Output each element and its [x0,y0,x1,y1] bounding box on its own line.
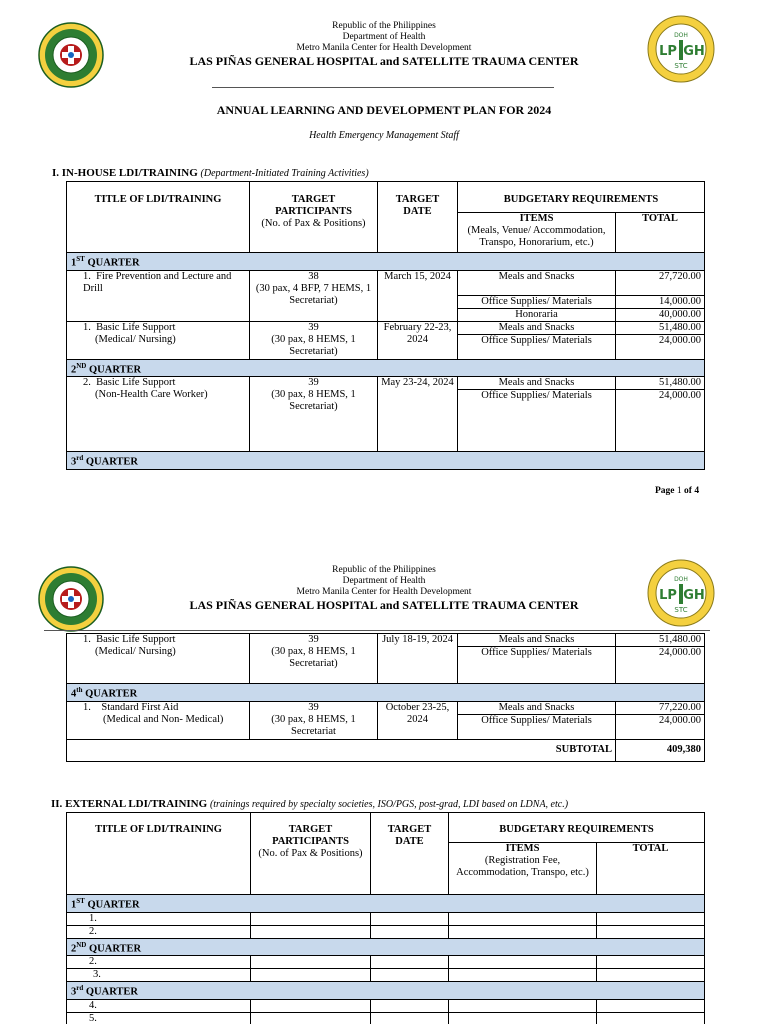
svg-text:DOH: DOH [674,576,688,583]
section-2-table [66,812,705,1024]
quarter-3-label: 3rd QUARTER [67,982,705,1000]
republic-line: Republic of the Philippines [332,565,436,575]
target-participants: 39 (30 pax, 8 HEMS, 1 Secretariat) [250,377,378,452]
quarter-3-label: 3rd QUARTER [67,452,705,470]
section-2-description: (trainings required by specialty societies, ISO/PGS, post-grad, LDI based on LDNA, etc.) [209,799,569,810]
col-header-target: TARGET PARTICIPANTS (No. of Pax & Positions) [251,813,371,895]
lpgh-seal-icon [647,15,715,83]
section-2-number: II. [51,798,63,810]
target-participants: 39 (30 pax, 8 HEMS, 1 Secretariat [250,701,378,739]
target-participants: 39 (30 pax, 8 HEMS, 1 Secretariat) [250,634,378,684]
budget-item: Meals and Snacks [458,634,616,647]
training-title: 1. Standard First Aid (Medical and Non- Medical) [67,701,250,739]
republic-line: Republic of the Philippines [332,21,436,31]
budget-total: 24,000.00 [616,647,705,684]
subtotal-label: SUBTOTAL [67,739,616,761]
budget-item: Office Supplies/ Materials [458,295,616,308]
col-header-items: ITEMS (Meals, Venue/ Accommodation, Transpo, Honorarium, etc.) [458,213,616,253]
budget-item: Office Supplies/ Materials [458,714,616,739]
target-date: February 22-23, 2024 [378,321,458,359]
svg-text:GH: GH [683,588,705,603]
svg-text:LP: LP [659,588,677,603]
section-2-heading [51,798,568,810]
budget-total: 51,480.00 [616,377,705,390]
page-number: Page 1 of 4 [655,486,700,496]
budget-total: 40,000.00 [616,308,705,321]
header-rule [212,87,554,88]
col-header-budget: BUDGETARY REQUIREMENTS [449,813,705,843]
training-title: 2. Basic Life Support (Non-Health Care Worker) [67,377,250,452]
department-line: Department of Health [342,32,426,42]
col-header-budget: BUDGETARY REQUIREMENTS [458,182,705,213]
budget-item: Office Supplies/ Materials [458,334,616,359]
subtotal-value: 409,380 [616,739,705,761]
quarter-1-label: 1ST QUARTER [67,895,705,913]
target-participants: 39 (30 pax, 8 HEMS, 1 Secretariat) [250,321,378,359]
quarter-2-label: 2ND QUARTER [67,359,705,377]
quarter-1-label: 1ST QUARTER [67,253,705,271]
budget-total: 24,000.00 [616,334,705,359]
letterhead [160,565,608,613]
col-header-total: TOTAL [597,843,705,895]
section-2-title: EXTERNAL LDI/TRAINING [65,798,208,810]
col-header-date: TARGET DATE [371,813,449,895]
section-1-title: IN-HOUSE LDI/TRAINING [61,167,198,179]
col-header-title: TITLE OF LDI/TRAINING [67,182,250,253]
lpgh-seal-icon [647,559,715,627]
quarter-4-label: 4th QUARTER [67,684,705,702]
svg-text:STC: STC [674,62,688,70]
training-title: 1. Fire Prevention and Lecture and Drill [67,270,250,321]
svg-text:STC: STC [674,606,688,614]
quarter-2-label: 2ND QUARTER [67,938,705,956]
svg-text:LP: LP [659,44,677,59]
training-title: 2. [67,956,251,969]
training-title: 5. [67,1012,251,1024]
col-header-target: TARGET PARTICIPANTS (No. of Pax & Positions) [250,182,378,253]
col-header-date: TARGET DATE [378,182,458,253]
hospital-name: LAS PIÑAS GENERAL HOSPITAL and SATELLITE TRAUMA CENTER [189,598,579,612]
section-1-table-continued [66,633,705,762]
training-title: 2. [67,925,251,938]
doh-seal-icon [38,22,104,88]
budget-total: 51,480.00 [616,634,705,647]
training-title: 4. [67,999,251,1012]
document-subtitle: Health Emergency Management Staff [309,130,459,141]
budget-item: Office Supplies/ Materials [458,390,616,452]
section-1-heading [52,167,369,179]
col-header-total: TOTAL [616,213,705,253]
budget-item: Meals and Snacks [458,270,616,295]
budget-total: 51,480.00 [616,321,705,334]
budget-total: 24,000.00 [616,390,705,452]
department-line: Department of Health [342,576,426,586]
section-1-table [66,181,705,470]
training-title: 1. [67,912,251,925]
hospital-name: LAS PIÑAS GENERAL HOSPITAL and SATELLITE TRAUMA CENTER [189,54,579,68]
target-date: March 15, 2024 [378,270,458,321]
budget-item: Meals and Snacks [458,321,616,334]
col-header-items: ITEMS (Registration Fee, Accommodation, Transpo, etc.) [449,843,597,895]
svg-text:DOH: DOH [674,32,688,39]
target-date: October 23-25, 2024 [378,701,458,739]
center-line: Metro Manila Center for Health Development [296,43,472,53]
target-participants: 38 (30 pax, 4 BFP, 7 HEMS, 1 Secretariat) [250,270,378,321]
center-line: Metro Manila Center for Health Development [296,587,472,597]
budget-total: 14,000.00 [616,295,705,308]
target-date: July 18-19, 2024 [378,634,458,684]
header-rule [44,630,710,631]
doh-seal-icon [38,566,104,632]
training-title: 1. Basic Life Support (Medical/ Nursing) [67,634,250,684]
section-1-number: I. [52,167,60,179]
budget-item: Meals and Snacks [458,701,616,714]
budget-item: Honoraria [458,308,616,321]
section-1-description: (Department-Initiated Training Activities) [200,168,369,179]
budget-total: 27,720.00 [616,270,705,295]
training-title: 1. Basic Life Support (Medical/ Nursing) [67,321,250,359]
training-title: 3. [67,969,251,982]
document-title: ANNUAL LEARNING AND DEVELOPMENT PLAN FOR 2024 [216,103,552,117]
budget-item: Office Supplies/ Materials [458,647,616,684]
col-header-title: TITLE OF LDI/TRAINING [67,813,251,895]
budget-total: 77,220.00 [616,701,705,714]
budget-item: Meals and Snacks [458,377,616,390]
budget-total: 24,000.00 [616,714,705,739]
letterhead [160,21,608,69]
svg-text:GH: GH [683,44,705,59]
target-date: May 23-24, 2024 [378,377,458,452]
